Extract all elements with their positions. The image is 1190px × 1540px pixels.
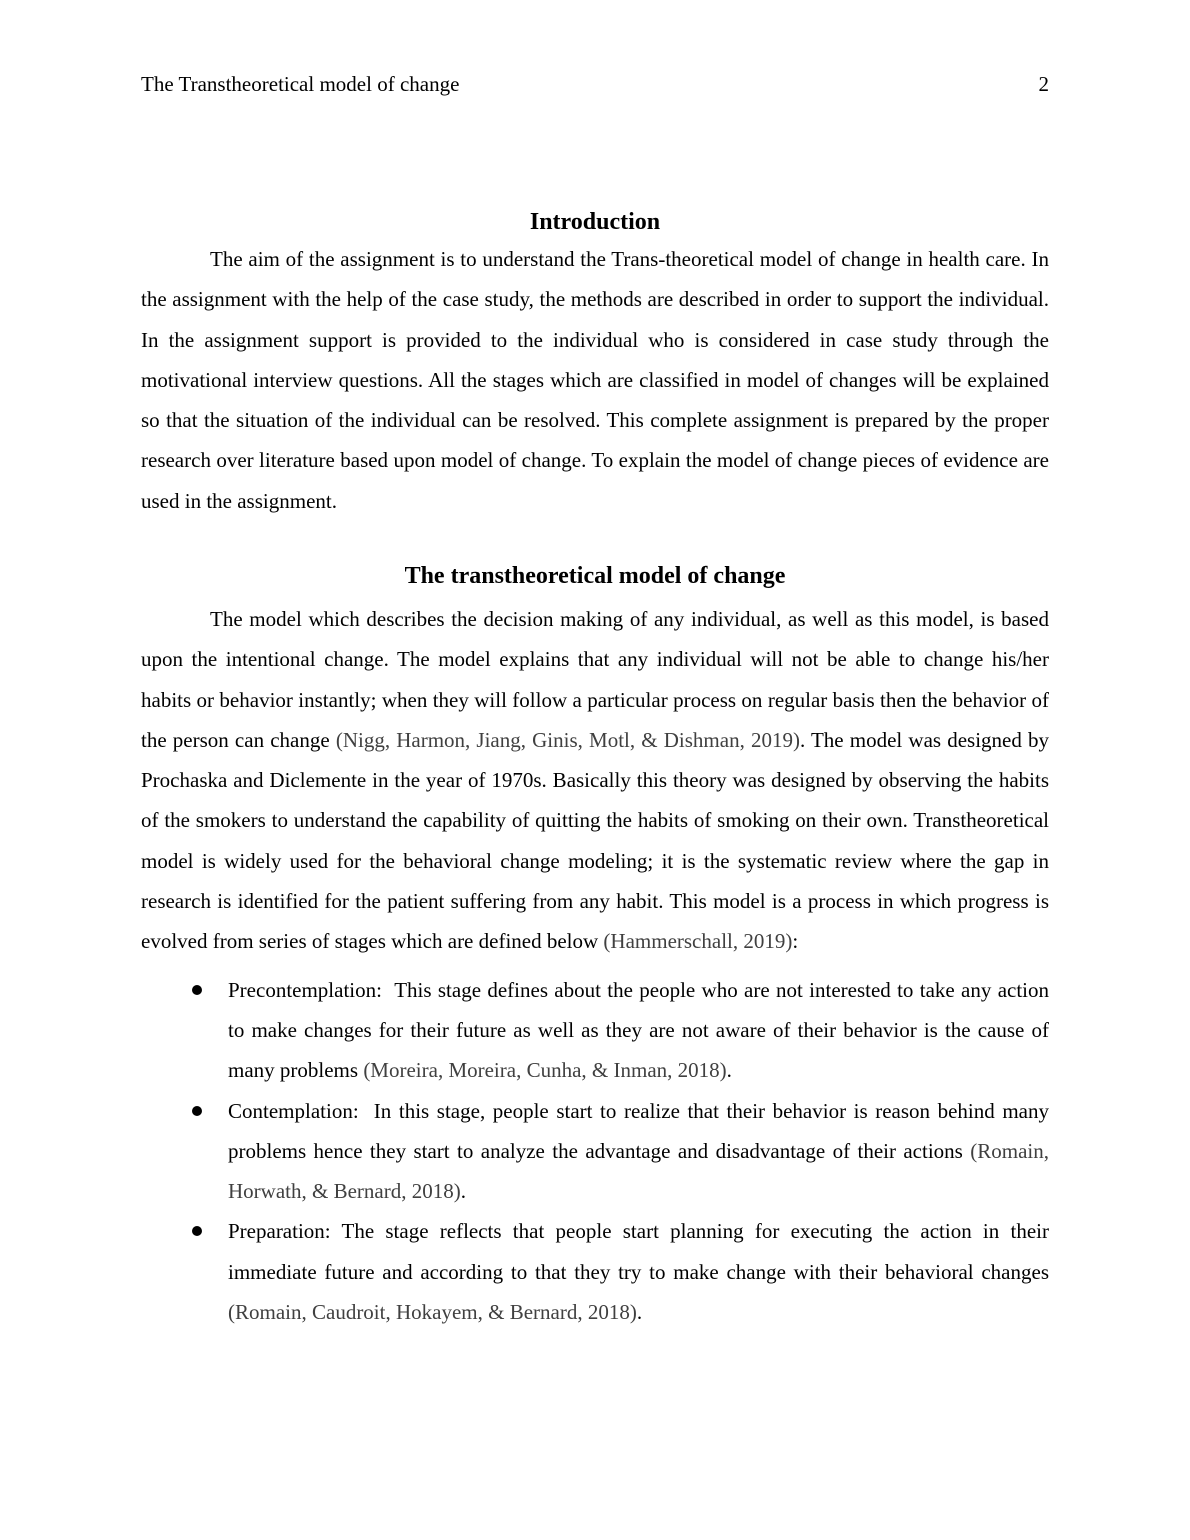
stage-citation: (Romain, Caudroit, Hokayem, & Bernard, 2018) [228, 1300, 637, 1325]
stage-text: Precontemplation: This stage defines about the people who are not interested to take any action to make changes for their future as well as they are not aware of their behavior is the cause of many problems [228, 977, 1049, 1083]
stage-citation: (Moreira, Moreira, Cunha, & Inman, 2018) [363, 1058, 727, 1083]
model-paragraph-part3: : [792, 929, 799, 954]
list-item-contemplation [141, 1091, 1049, 1212]
stage-end: . [460, 1179, 466, 1204]
citation-hammerschall: (Hammerschall, 2019) [603, 929, 793, 954]
bullet-icon [192, 1226, 202, 1236]
stage-end: . [726, 1058, 732, 1083]
introduction-section [141, 205, 1049, 521]
citation-nigg: (Nigg, Harmon, Jiang, Ginis, Motl, & Dishman, 2019) [335, 727, 800, 752]
stage-end: . [636, 1300, 643, 1325]
model-heading: The transtheoretical model of change [404, 563, 786, 589]
list-item-precontemplation [141, 970, 1049, 1091]
introduction-paragraph: The aim of the assignment is to understand the Trans-theoretical model of change in health care. In the assignment with the help of the case study, the methods are described in order to support the individual. In the assignment support is provided to the individual who is considered in case study through the motivational interview questions. All the stages which are classified in model of changes will be explained so that the situation of the individual can be resolved. This complete assignment is prepared by the proper research over literature based upon model of change. To explain the model of change pieces of evidence are used in the assignment. [141, 247, 1049, 513]
model-paragraph-part1: The model which describes the decision making of any individual, as well as this model, is based upon the intentional change. The model explains that any individual will not be able to change his/her habits or behavior instantly; when they will follow a particular process on regular basis then the behavior of the person can change [141, 607, 1049, 752]
model-section [141, 559, 1049, 1332]
bullet-icon [192, 1106, 202, 1116]
model-paragraph [141, 599, 1049, 962]
stage-citation: (Romain, Horwath, & Bernard, 2018) [228, 1138, 1049, 1204]
introduction-heading: Introduction [529, 209, 661, 235]
model-paragraph-part2: . The model was designed by Prochaska and Diclemente in the year of 1970s. Basically this theory was designed by observing the habits of the smokers to understand the capability of quitting the habits of smoking on their own. Transtheoretical model is widely used for the behavioral change modeling; it is the systematic review where the gap in research is identified for the patient suffering from any habit. This model is a process in which progress is evolved from series of stages which are defined below [141, 727, 1049, 954]
list-item-preparation [141, 1211, 1049, 1332]
stage-text: Preparation: The stage reflects that people start planning for executing the action in their immediate future and according to that they try to make change with their behavioral changes [228, 1219, 1049, 1284]
bullet-icon [192, 985, 202, 995]
running-title: The Transtheoretical model of change [141, 72, 460, 96]
stages-list [141, 970, 1049, 1333]
stage-text: Contemplation: In this stage, people start to realize that their behavior is reason behind many problems hence they start to analyze the advantage and disadvantage of their actions [228, 1098, 1049, 1163]
page-number: 2 [1038, 72, 1049, 96]
page-header [141, 70, 1049, 98]
